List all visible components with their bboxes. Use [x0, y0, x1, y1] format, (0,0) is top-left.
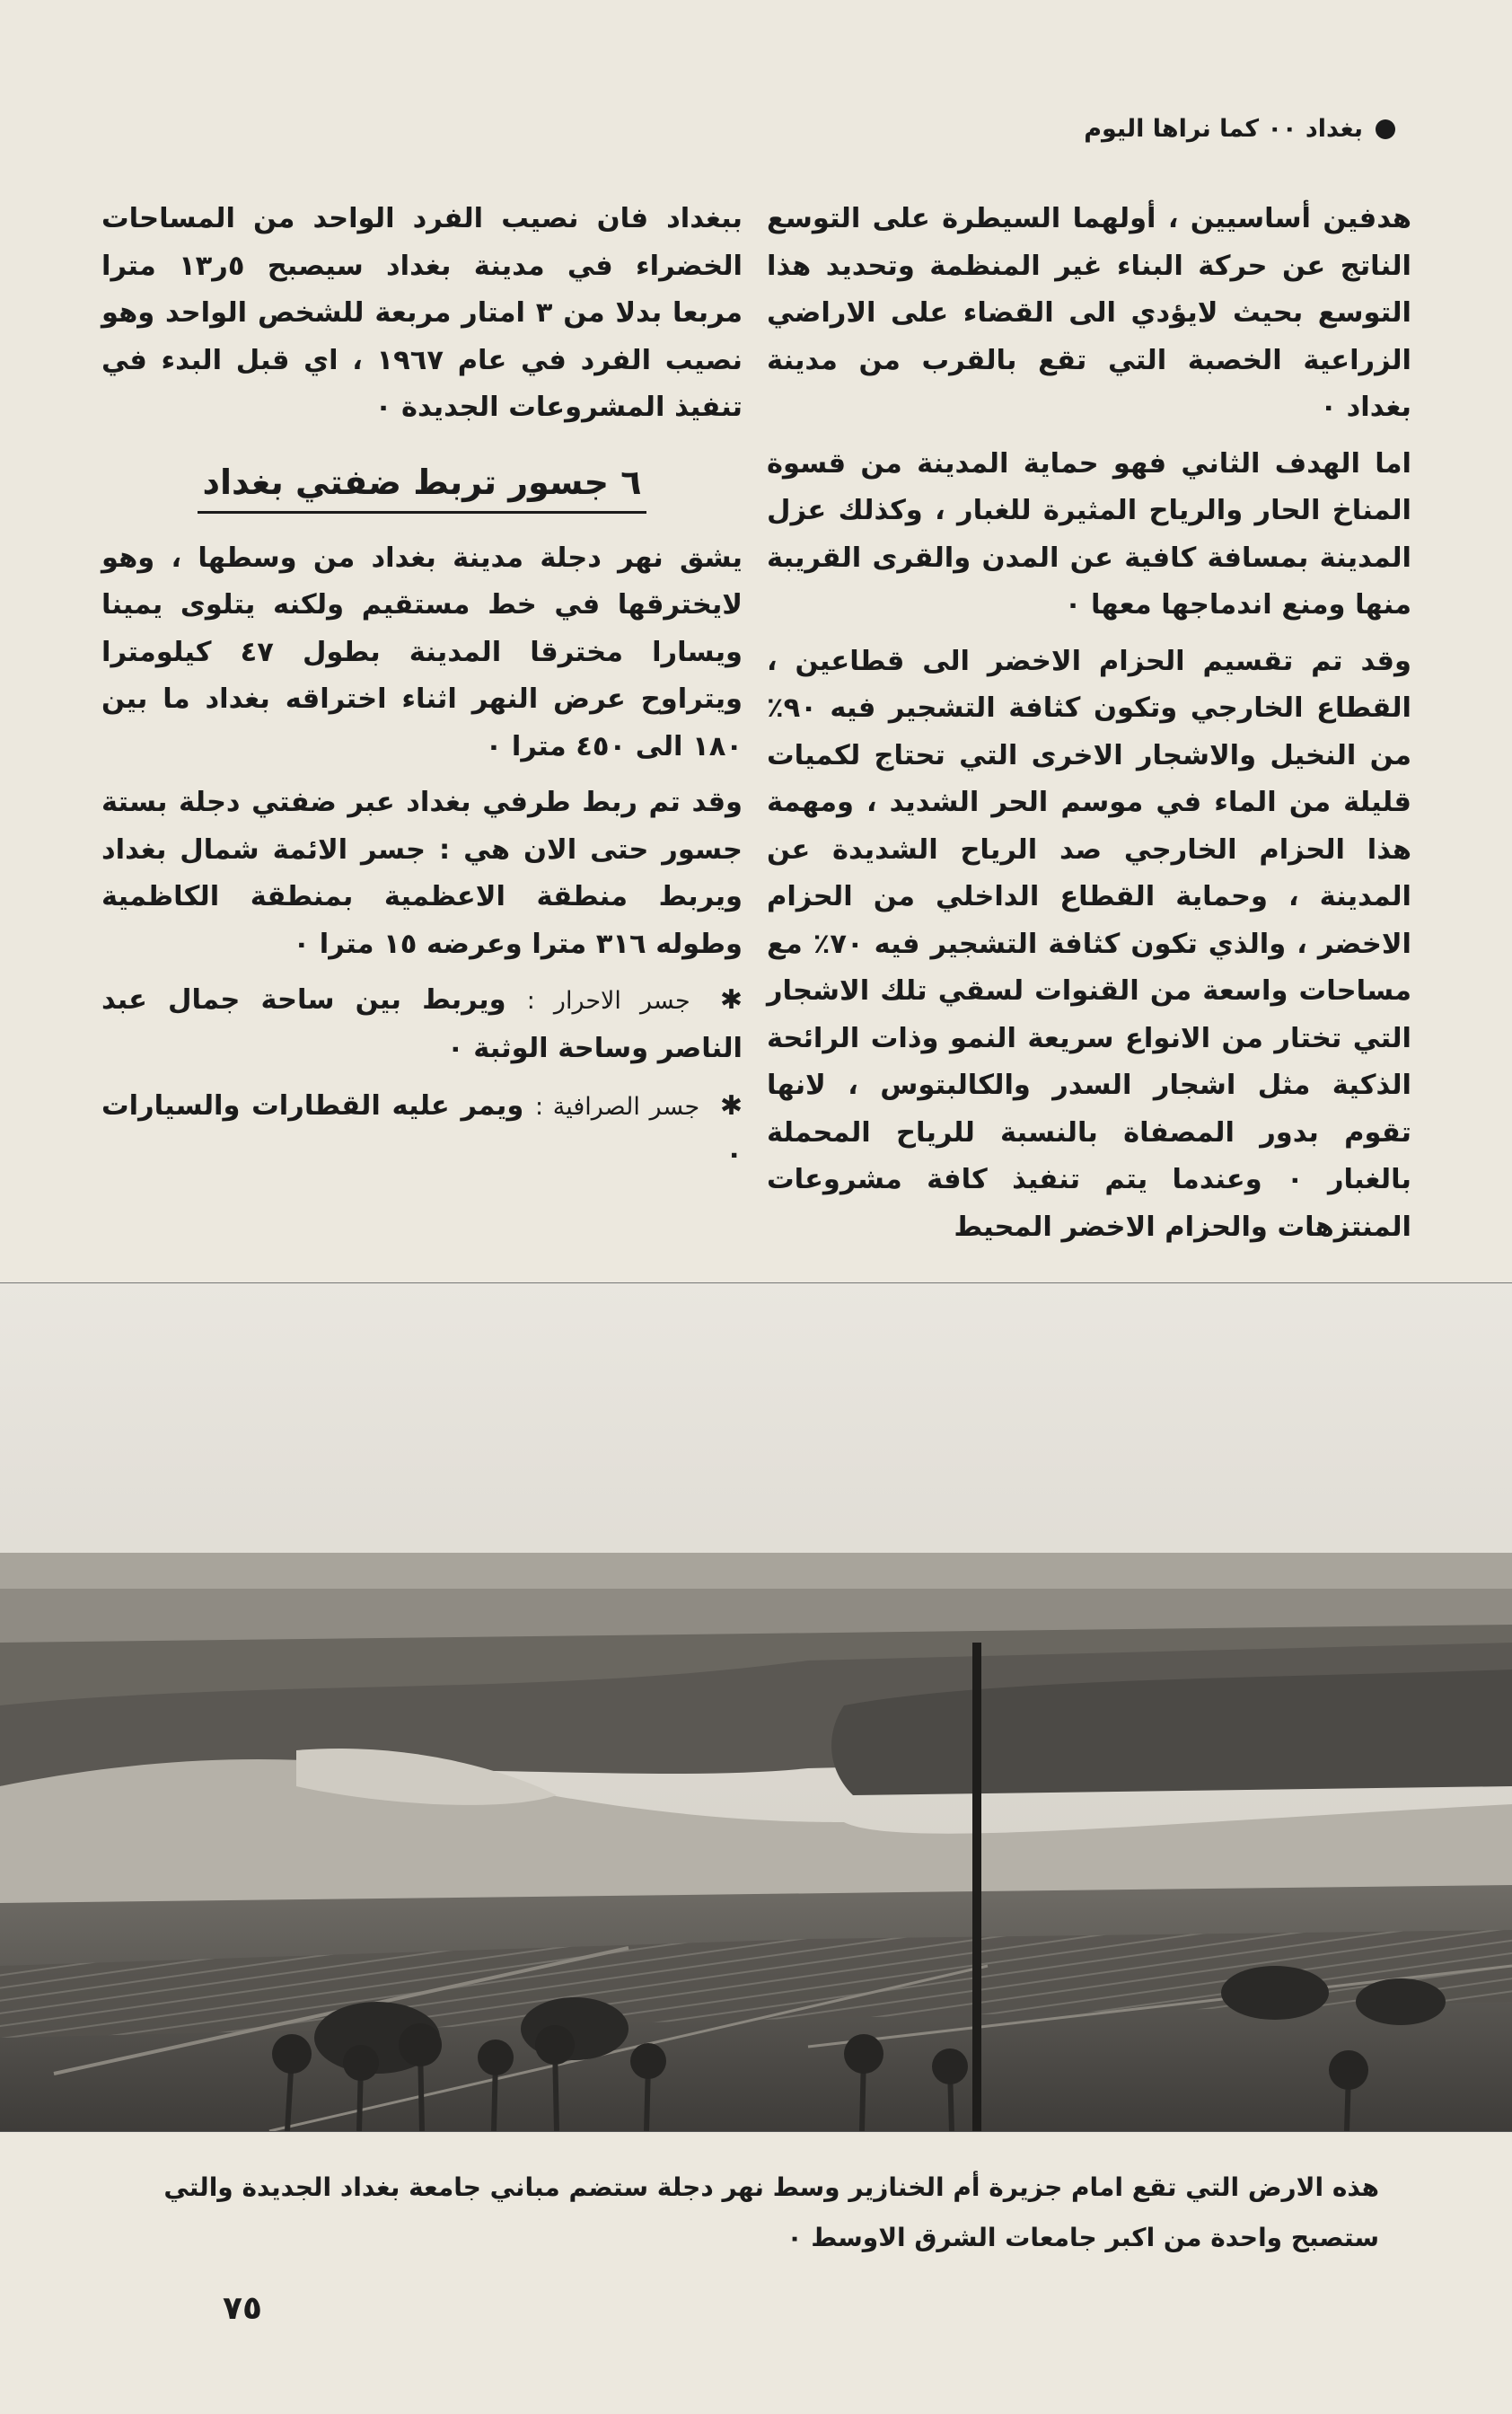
bullet-icon — [1376, 119, 1395, 139]
star-icon: ✱ — [719, 1090, 743, 1122]
bridge-name: جسر الصرافية : — [535, 1093, 700, 1121]
paragraph: هدفين أساسيين ، أولهما السيطرة على التوسع الناتج عن حركة البناء غير المنظمة وتحديد هذا التوسع بحيث لايؤدي الى القضاء على الاراضي الزراعية الخصبة التي تقع بالقرب من مدينة بغداد ٠ — [767, 203, 1411, 423]
paragraph: وقد تم ربط طرفي بغداد عبر ضفتي دجلة بستة جسور حتى الان هي : جسر الائمة شمال بغداد ويربط منطقة الاعظمية بمنطقة الكاظمية وطوله ٣١٦ مترا وعرضه ١٥ مترا ٠ — [101, 787, 743, 960]
landscape-photo — [0, 1282, 1512, 2132]
photo-caption — [113, 2163, 1379, 2263]
paragraph: يشق نهر دجلة مدينة بغداد من وسطها ، وهو لايخترقها في خط مستقيم ولكنه يتلوى يمينا ويسارا مخترقا المدينة بطول ٤٧ كيلومترا ويتراوح عرض النهر اثناء اختراقه بغداد ما بين ١٨٠ الى ٤٥٠ مترا ٠ — [101, 542, 743, 762]
right-text-column — [767, 196, 1411, 1260]
bridge-item — [101, 1083, 743, 1178]
running-header — [1084, 115, 1395, 143]
section-title — [101, 457, 743, 514]
bridge-text: ويربط بين ساحة جمال عبد الناصر وساحة الوثبة ٠ — [101, 984, 743, 1064]
paragraph: اما الهدف الثاني فهو حماية المدينة من قسوة المناخ الحار والرياح المثيرة للغبار ، وكذلك عزل المدينة بمسافة كافية عن المدن والقرى القريبة منها ومنع اندماجها معها ٠ — [767, 447, 1411, 621]
caption-line: ستصبح واحدة من اكبر جامعات الشرق الاوسط ٠ — [787, 2223, 1379, 2252]
bridge-item — [101, 977, 743, 1072]
paragraph: ببغداد فان نصيب الفرد الواحد من المساحات الخضراء في مدينة بغداد سيصبح ٥ر١٣ مترا مربعا بدلا من ٣ امتار مربعة للشخص الواحد وهو نصيب الفرد في عام ١٩٦٧ ، اي قبل البدء في تنفيذ المشروعات الجديدة ٠ — [101, 203, 743, 423]
left-text-column — [101, 196, 743, 1189]
section-title-text: ٦ جسور تربط ضفتي بغداد — [198, 457, 647, 514]
river-landscape-illustration — [0, 1283, 1512, 2131]
bridge-name: جسر الاحرار : — [526, 987, 690, 1015]
bridge-text: ويمر عليه القطارات والسيارات ٠ — [101, 1090, 743, 1170]
header-title: بغداد ٠٠ كما نراها اليوم — [1084, 115, 1363, 143]
page-number: ٧٥ — [223, 2290, 262, 2327]
star-icon: ✱ — [719, 984, 743, 1016]
caption-line: هذه الارض التي تقع امام جزيرة أم الخنازير وسط نهر دجلة ستضم مباني جامعة بغداد الجديدة والتي — [163, 2172, 1379, 2202]
paragraph: وقد تم تقسيم الحزام الاخضر الى قطاعين ، القطاع الخارجي وتكون كثافة التشجير فيه ٩٠٪ من النخيل والاشجار الاخرى التي تحتاج لكميات قليلة من الماء في موسم الحر الشديد ، ومهمة هذا الحزام الخارجي صد الرياح الشديدة عن المدينة ، وحماية القطاع الداخلي من الحزام الاخضر ، والذي تكون كثافة التشجير فيه ٧٠٪ مع مساحات واسعة من القنوات لسقي تلك الاشجار التي تختار من الانواع سريعة النمو وذات الرائحة الذكية مثل اشجار السدر والكالبتوس ، لانها تقوم بدور المصفاة بالنسبة للرياح المحملة بالغبار ٠ وعندما يتم تنفيذ كافة مشروعات المنتزهات والحزام الاخضر المحيط — [767, 645, 1411, 1243]
